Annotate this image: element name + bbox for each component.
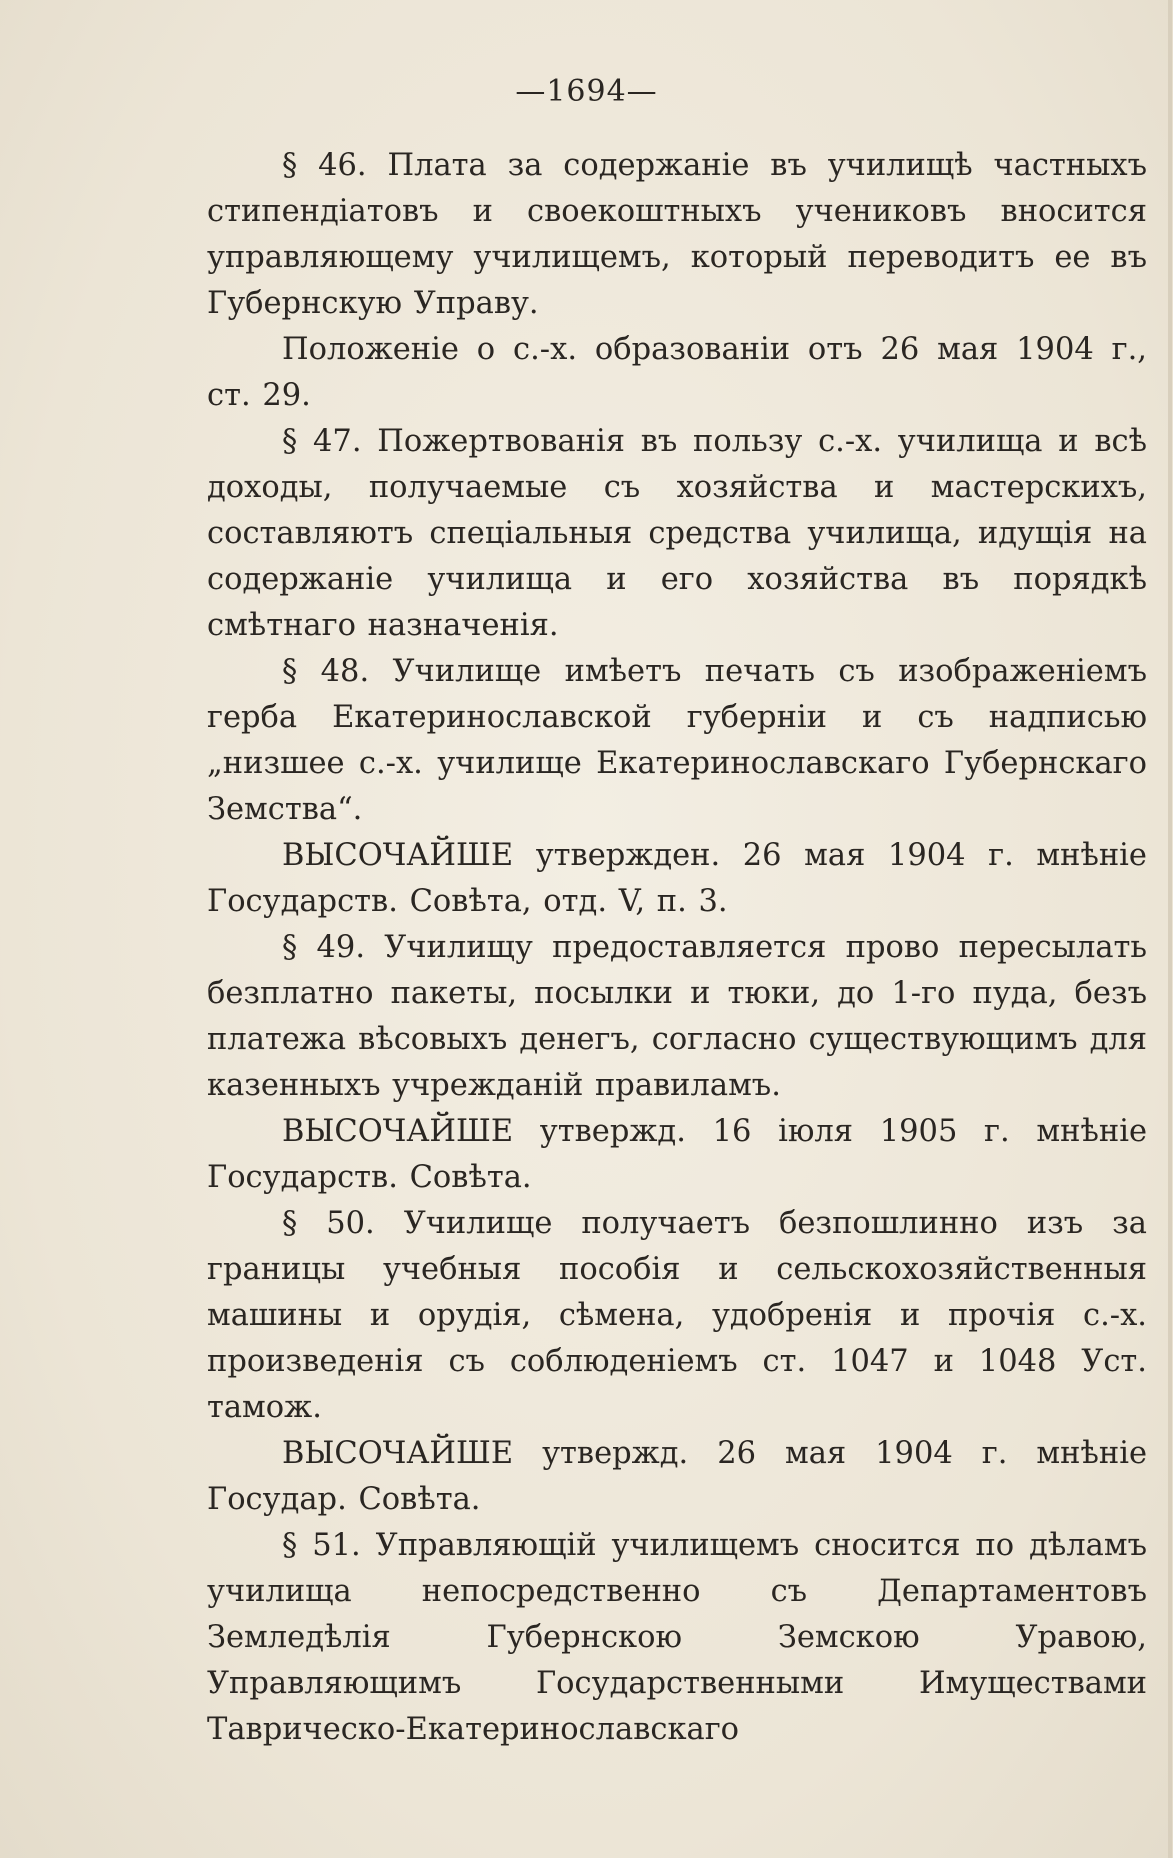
source-note-48: ВЫСОЧАЙШЕ утвержден. 26 мая 1904 г. мнѣніе Государств. Совѣта, отд. V, п. 3. bbox=[207, 838, 1147, 919]
paragraph-50: § 50. Училище получаетъ безпошлинно изъ за границы учебныя пособія и сельскохозяйственныя машины и орудія, сѣмена, удобренія и прочія с.-х. произведенія съ соблюденіемъ ст. 1047 и 1048 Уст. тамож. bbox=[207, 1206, 1147, 1425]
body-text bbox=[207, 143, 1147, 1753]
paragraph-49: § 49. Училищу предоставляется прово пересылать безплатно пакеты, посылки и тюки, до 1-го пуда, безъ платежа вѣсовыхъ денегъ, согласно существующимъ для казенныхъ учрежданій правиламъ. bbox=[207, 930, 1147, 1103]
page-number: —1694— bbox=[515, 74, 658, 109]
paragraph-48: § 48. Училище имѣетъ печать съ изображеніемъ герба Екатеринославской губерніи и съ надписью „низшее с.-х. училище Екатеринославскаго Губернскаго Земства“. bbox=[207, 654, 1147, 827]
paragraph-51: § 51. Управляющій училищемъ сносится по дѣламъ училища непосредственно съ Департаментовъ Земледѣлія Губернскою Земскою Уравою, Управляющимъ Государственными Имуществами Таврическо-Екатеринославскаго bbox=[207, 1528, 1147, 1747]
paragraph-47: § 47. Пожертвованія въ пользу с.-х. училища и всѣ доходы, получаемые съ хозяйства и мастерскихъ, составляютъ спеціальныя средства училища, идущія на содержаніе училища и его хозяйства въ порядкѣ смѣтнаго назначенія. bbox=[207, 424, 1147, 643]
source-note-50: ВЫСОЧАЙШЕ утвержд. 26 мая 1904 г. мнѣніе Государ. Совѣта. bbox=[207, 1436, 1147, 1517]
source-note-49: ВЫСОЧАЙШЕ утвержд. 16 іюля 1905 г. мнѣніе Государств. Совѣта. bbox=[207, 1114, 1147, 1195]
source-note-46: Положеніе о с.-х. образованіи отъ 26 мая 1904 г., ст. 29. bbox=[207, 332, 1147, 413]
paragraph-46: § 46. Плата за содержаніе въ училищѣ частныхъ стипендіатовъ и своекоштныхъ учениковъ вносится управляющему училищемъ, который переводитъ ее въ Губернскую Управу. bbox=[207, 148, 1147, 321]
